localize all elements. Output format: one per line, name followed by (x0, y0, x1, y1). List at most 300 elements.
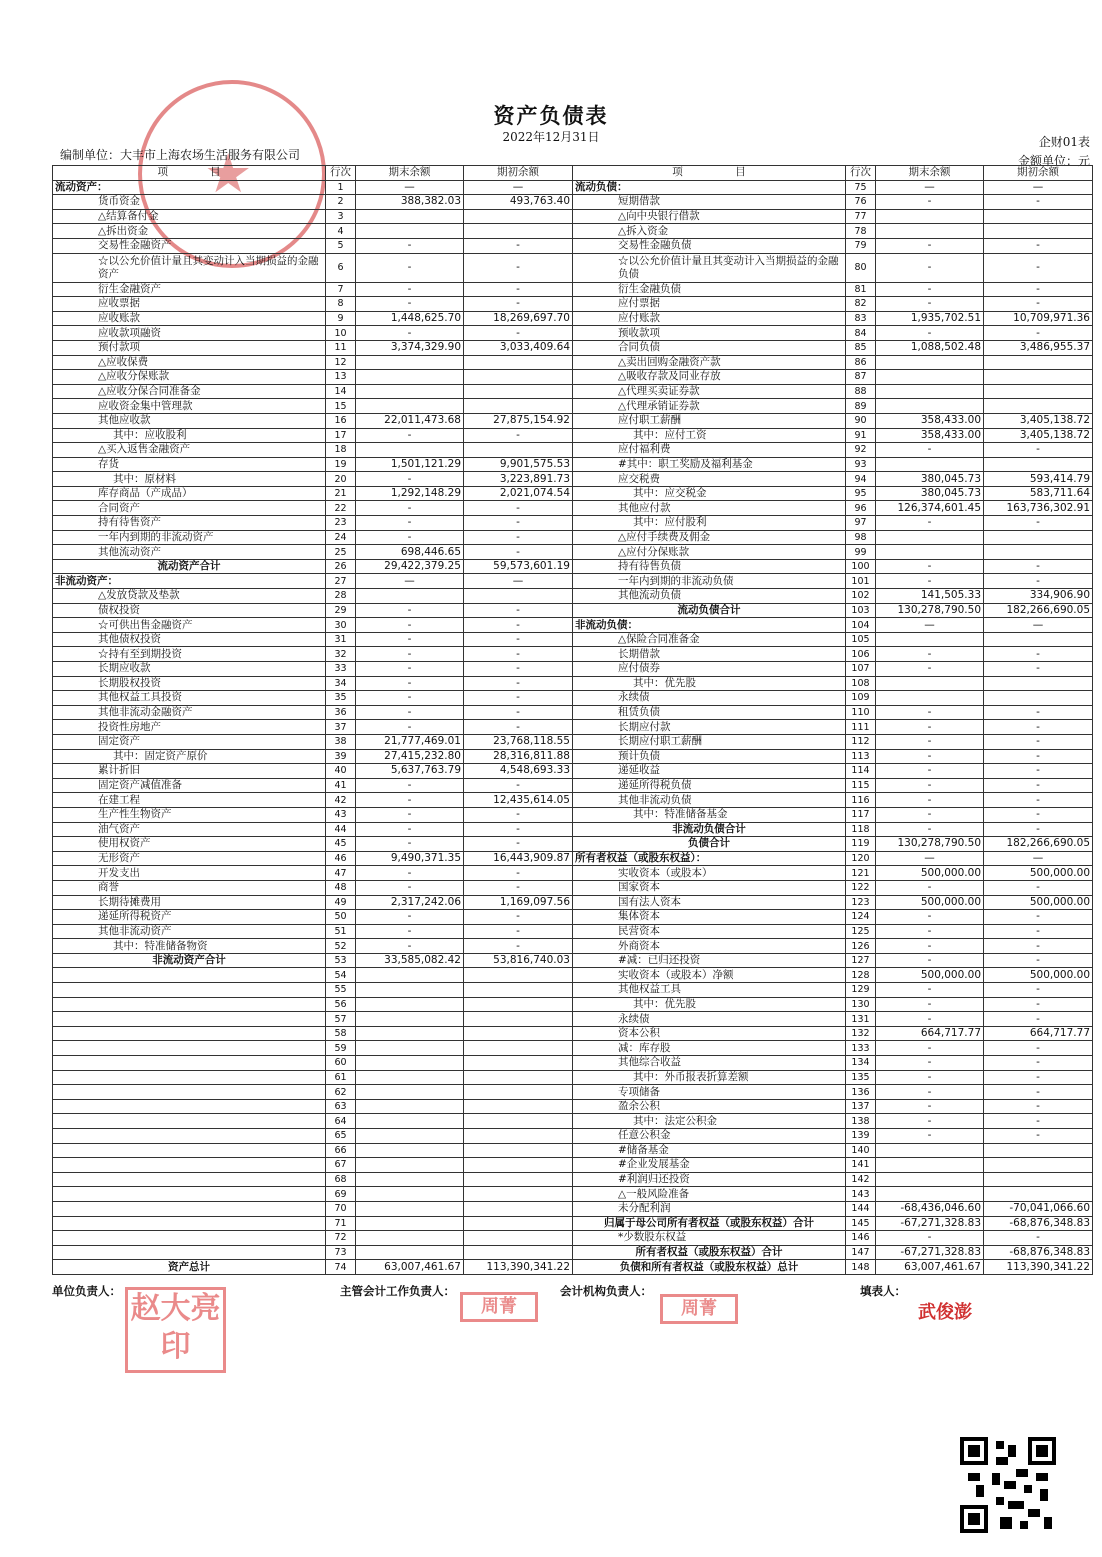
ending-balance: - (356, 866, 464, 881)
item-label: 应付福利费 (573, 443, 846, 458)
ending-balance: - (876, 1070, 984, 1085)
row-number: 69 (326, 1187, 356, 1202)
table-row (53, 486, 1093, 501)
ending-balance: - (356, 939, 464, 954)
column-header: 期末余额 (876, 166, 984, 181)
opening-balance: 664,717.77 (984, 1026, 1093, 1041)
ending-balance: 21,777,469.01 (356, 734, 464, 749)
row-number: 147 (846, 1245, 876, 1260)
opening-balance: 2,021,074.54 (464, 486, 573, 501)
column-header: 行次 (846, 166, 876, 181)
ending-balance: - (876, 282, 984, 297)
ending-balance: 664,717.77 (876, 1026, 984, 1041)
ending-balance (356, 355, 464, 370)
ending-balance (356, 983, 464, 998)
table-row (53, 1129, 1093, 1144)
row-number: 1 (326, 180, 356, 195)
row-number: 8 (326, 297, 356, 312)
opening-balance: - (984, 749, 1093, 764)
ending-balance: 126,374,601.45 (876, 501, 984, 516)
opening-balance: - (464, 910, 573, 925)
ending-balance: - (876, 924, 984, 939)
ending-balance: 2,317,242.06 (356, 895, 464, 910)
ending-balance (356, 1201, 464, 1216)
opening-balance: - (464, 647, 573, 662)
item-label: 商誉 (53, 880, 326, 895)
item-label: 其他流动资产 (53, 545, 326, 560)
ending-balance: — (876, 180, 984, 195)
page-title: 资产负债表 (493, 103, 609, 128)
row-number: 43 (326, 807, 356, 822)
opening-balance: - (464, 238, 573, 253)
ending-balance (876, 1143, 984, 1158)
ending-balance: 358,433.00 (876, 428, 984, 443)
organization-name: 编制单位：大丰市上海农场生活服务有限公司 (60, 148, 301, 162)
ending-balance (876, 370, 984, 385)
row-number: 22 (326, 501, 356, 516)
item-label: 债权投资 (53, 603, 326, 618)
table-row (53, 983, 1093, 998)
item-label: #企业发展基金 (573, 1158, 846, 1173)
row-number: 15 (326, 399, 356, 414)
item-label: 非流动负债： (573, 618, 846, 633)
opening-balance (464, 1201, 573, 1216)
ending-balance: 29,422,379.25 (356, 559, 464, 574)
ending-balance: - (356, 705, 464, 720)
row-number: 102 (846, 589, 876, 604)
opening-balance: 1,169,097.56 (464, 895, 573, 910)
row-number: 97 (846, 516, 876, 531)
row-number: 7 (326, 282, 356, 297)
row-number: 92 (846, 443, 876, 458)
ending-balance: - (356, 822, 464, 837)
ending-balance: - (356, 253, 464, 282)
row-number: 100 (846, 559, 876, 574)
opening-balance: — (464, 180, 573, 195)
column-header: 期初余额 (984, 166, 1093, 181)
opening-balance: - (984, 1129, 1093, 1144)
table-row (53, 1085, 1093, 1100)
ending-balance: - (876, 705, 984, 720)
ending-balance: - (876, 983, 984, 998)
item-label: 衍生金融资产 (53, 282, 326, 297)
opening-balance (464, 443, 573, 458)
ending-balance: - (356, 326, 464, 341)
opening-balance: - (984, 662, 1093, 677)
table-row (53, 282, 1093, 297)
item-label: 递延所得税资产 (53, 910, 326, 925)
opening-balance: - (984, 793, 1093, 808)
opening-balance (464, 983, 573, 998)
item-label: 外商资本 (573, 939, 846, 954)
table-row (53, 238, 1093, 253)
item-label: 其他应收款 (53, 413, 326, 428)
opening-balance: - (464, 253, 573, 282)
opening-balance: - (464, 297, 573, 312)
opening-balance (464, 399, 573, 414)
table-row (53, 516, 1093, 531)
table-row (53, 501, 1093, 516)
item-label: #减：已归还投资 (573, 953, 846, 968)
item-label: △卖出回购金融资产款 (573, 355, 846, 370)
row-number: 143 (846, 1187, 876, 1202)
ending-balance: - (876, 253, 984, 282)
row-number: 12 (326, 355, 356, 370)
table-row (53, 559, 1093, 574)
ending-balance: 380,045.73 (876, 472, 984, 487)
signature-seal-zhou-2: 周菁 (660, 1294, 738, 1324)
row-number: 3 (326, 209, 356, 224)
opening-balance: 23,768,118.55 (464, 734, 573, 749)
opening-balance (464, 384, 573, 399)
opening-balance: 53,816,740.03 (464, 953, 573, 968)
row-number: 13 (326, 370, 356, 385)
ending-balance (876, 384, 984, 399)
row-number: 141 (846, 1158, 876, 1173)
item-label: 交易性金融负债 (573, 238, 846, 253)
opening-balance (984, 676, 1093, 691)
item-label: 预收款项 (573, 326, 846, 341)
opening-balance: 163,736,302.91 (984, 501, 1093, 516)
item-label: 递延所得税负债 (573, 778, 846, 793)
table-row (53, 705, 1093, 720)
ending-balance: 500,000.00 (876, 895, 984, 910)
row-number: 37 (326, 720, 356, 735)
ending-balance: - (876, 764, 984, 779)
ending-balance (356, 209, 464, 224)
row-number: 50 (326, 910, 356, 925)
row-number: 66 (326, 1143, 356, 1158)
item-label: △拆入资金 (573, 224, 846, 239)
opening-balance (984, 384, 1093, 399)
item-label: 非流动资产： (53, 574, 326, 589)
ending-balance: 1,292,148.29 (356, 486, 464, 501)
row-number: 17 (326, 428, 356, 443)
item-label: 一年内到期的非流动负债 (573, 574, 846, 589)
item-label: 应付账款 (573, 311, 846, 326)
row-number: 116 (846, 793, 876, 808)
item-label: 短期借款 (573, 195, 846, 210)
item-label: 负债和所有者权益（或股东权益）总计 (573, 1260, 846, 1275)
opening-balance: 3,033,409.64 (464, 340, 573, 355)
ending-balance: - (356, 778, 464, 793)
table-row (53, 530, 1093, 545)
item-label (53, 1114, 326, 1129)
item-label: 其中：优先股 (573, 676, 846, 691)
ending-balance (356, 997, 464, 1012)
table-row (53, 1216, 1093, 1231)
row-number: 105 (846, 632, 876, 647)
row-number: 81 (846, 282, 876, 297)
item-label: 任意公积金 (573, 1129, 846, 1144)
opening-balance: - (984, 326, 1093, 341)
opening-balance (984, 1158, 1093, 1173)
opening-balance: 3,405,138.72 (984, 413, 1093, 428)
table-row (53, 953, 1093, 968)
item-label: 流动负债合计 (573, 603, 846, 618)
currency-unit: 金额单位：元 (1017, 154, 1090, 168)
opening-balance (464, 1231, 573, 1246)
opening-balance: - (984, 910, 1093, 925)
row-number: 114 (846, 764, 876, 779)
opening-balance: - (984, 983, 1093, 998)
item-label (53, 1172, 326, 1187)
table-row (53, 647, 1093, 662)
ending-balance: - (356, 837, 464, 852)
table-row (53, 1245, 1093, 1260)
ending-balance: - (876, 662, 984, 677)
ending-balance (356, 589, 464, 604)
row-number: 103 (846, 603, 876, 618)
row-number: 48 (326, 880, 356, 895)
ending-balance (356, 384, 464, 399)
opening-balance: - (464, 530, 573, 545)
item-label: ☆持有至到期投资 (53, 647, 326, 662)
opening-balance: 500,000.00 (984, 895, 1093, 910)
item-label: 其他权益工具投资 (53, 691, 326, 706)
opening-balance: 28,316,811.88 (464, 749, 573, 764)
ending-balance: - (876, 807, 984, 822)
row-number: 139 (846, 1129, 876, 1144)
table-row (53, 793, 1093, 808)
opening-balance: 27,875,154.92 (464, 413, 573, 428)
opening-balance (464, 1012, 573, 1027)
ending-balance: - (876, 822, 984, 837)
item-label: 其他应付款 (573, 501, 846, 516)
row-number: 133 (846, 1041, 876, 1056)
opening-balance: — (984, 180, 1093, 195)
opening-balance: 16,443,909.87 (464, 851, 573, 866)
item-label (53, 1099, 326, 1114)
row-number: 4 (326, 224, 356, 239)
row-number: 140 (846, 1143, 876, 1158)
row-number: 56 (326, 997, 356, 1012)
row-number: 49 (326, 895, 356, 910)
opening-balance: - (984, 939, 1093, 954)
ending-balance: -68,436,046.60 (876, 1201, 984, 1216)
item-label: 实收资本（或股本） (573, 866, 846, 881)
opening-balance: 593,414.79 (984, 472, 1093, 487)
row-number: 91 (846, 428, 876, 443)
opening-balance (984, 355, 1093, 370)
table-row (53, 1172, 1093, 1187)
row-number: 94 (846, 472, 876, 487)
opening-balance: - (984, 1041, 1093, 1056)
opening-balance: 3,223,891.73 (464, 472, 573, 487)
row-number: 68 (326, 1172, 356, 1187)
opening-balance: 113,390,341.22 (464, 1260, 573, 1275)
opening-balance: 493,763.40 (464, 195, 573, 210)
ending-balance: -67,271,328.83 (876, 1245, 984, 1260)
ending-balance (356, 1216, 464, 1231)
row-number: 148 (846, 1260, 876, 1275)
opening-balance: - (984, 574, 1093, 589)
opening-balance (984, 1143, 1093, 1158)
table-row (53, 632, 1093, 647)
ending-balance: -67,271,328.83 (876, 1216, 984, 1231)
table-row (53, 224, 1093, 239)
item-label: 所有者权益（或股东权益）合计 (573, 1245, 846, 1260)
table-row (53, 355, 1093, 370)
ending-balance (356, 399, 464, 414)
row-number: 51 (326, 924, 356, 939)
row-number: 64 (326, 1114, 356, 1129)
item-label: 非流动负债合计 (573, 822, 846, 837)
ending-balance: 380,045.73 (876, 486, 984, 501)
table-row (53, 545, 1093, 560)
ending-balance: 141,505.33 (876, 589, 984, 604)
item-label: 应收款项融资 (53, 326, 326, 341)
row-number: 19 (326, 457, 356, 472)
ending-balance: - (876, 1085, 984, 1100)
item-label: 负债合计 (573, 837, 846, 852)
ending-balance (356, 1070, 464, 1085)
ending-balance: - (356, 472, 464, 487)
row-number: 74 (326, 1260, 356, 1275)
ending-balance: - (876, 1012, 984, 1027)
row-number: 11 (326, 340, 356, 355)
opening-balance: - (464, 516, 573, 531)
opening-balance: - (984, 880, 1093, 895)
row-number: 28 (326, 589, 356, 604)
item-label: 其中：应收股利 (53, 428, 326, 443)
row-number: 130 (846, 997, 876, 1012)
item-label: △结算备付金 (53, 209, 326, 224)
item-label: 无形资产 (53, 851, 326, 866)
opening-balance: - (984, 778, 1093, 793)
row-number: 54 (326, 968, 356, 983)
item-label: 其中：优先股 (573, 997, 846, 1012)
ending-balance: — (876, 618, 984, 633)
ending-balance: - (356, 516, 464, 531)
item-label: 油气资产 (53, 822, 326, 837)
row-number: 80 (846, 253, 876, 282)
item-label: 其他流动负债 (573, 589, 846, 604)
item-label: 长期待摊费用 (53, 895, 326, 910)
item-label: #其中：职工奖励及福利基金 (573, 457, 846, 472)
ending-balance (356, 1041, 464, 1056)
table-row (53, 939, 1093, 954)
ending-balance: — (356, 574, 464, 589)
ending-balance: 22,011,473.68 (356, 413, 464, 428)
table-row (53, 443, 1093, 458)
ending-balance: - (356, 924, 464, 939)
table-row (53, 997, 1093, 1012)
item-label: ☆以公允价值计量且其变动计入当期损益的金融负债 (573, 253, 846, 282)
item-label (53, 1201, 326, 1216)
opening-balance: - (464, 618, 573, 633)
ending-balance: 1,088,502.48 (876, 340, 984, 355)
ending-balance (356, 1245, 464, 1260)
item-label: 其中：应交税金 (573, 486, 846, 501)
ending-balance: - (356, 662, 464, 677)
opening-balance: - (984, 1114, 1093, 1129)
opening-balance: - (464, 807, 573, 822)
item-label: 资产总计 (53, 1260, 326, 1275)
ending-balance (876, 457, 984, 472)
row-number: 111 (846, 720, 876, 735)
opening-balance: - (984, 238, 1093, 253)
row-number: 118 (846, 822, 876, 837)
row-number: 45 (326, 837, 356, 852)
opening-balance: 500,000.00 (984, 968, 1093, 983)
opening-balance (984, 1172, 1093, 1187)
row-number: 106 (846, 647, 876, 662)
item-label: 库存商品（产成品） (53, 486, 326, 501)
row-number: 65 (326, 1129, 356, 1144)
opening-balance (464, 997, 573, 1012)
item-label: 集体资本 (573, 910, 846, 925)
item-label: 长期应付款 (573, 720, 846, 735)
ending-balance: - (876, 778, 984, 793)
opening-balance (984, 224, 1093, 239)
opening-balance: - (984, 297, 1093, 312)
item-label: 货币资金 (53, 195, 326, 210)
item-label (53, 1231, 326, 1246)
opening-balance: - (464, 501, 573, 516)
opening-balance: - (984, 705, 1093, 720)
row-number: 59 (326, 1041, 356, 1056)
item-label: 固定资产 (53, 734, 326, 749)
row-number: 46 (326, 851, 356, 866)
item-label: 开发支出 (53, 866, 326, 881)
opening-balance: - (984, 559, 1093, 574)
column-header: 行次 (326, 166, 356, 181)
table-row (53, 1260, 1093, 1275)
row-number: 60 (326, 1056, 356, 1071)
opening-balance (464, 1114, 573, 1129)
opening-balance: - (984, 822, 1093, 837)
opening-balance (984, 1187, 1093, 1202)
item-label: 其中：固定资产原价 (53, 749, 326, 764)
item-label: △应付分保账款 (573, 545, 846, 560)
ending-balance: - (876, 939, 984, 954)
item-label (53, 1056, 326, 1071)
row-number: 112 (846, 734, 876, 749)
ending-balance: - (356, 793, 464, 808)
opening-balance (464, 1056, 573, 1071)
ending-balance (356, 1114, 464, 1129)
ending-balance: - (876, 443, 984, 458)
opening-balance: 18,269,697.70 (464, 311, 573, 326)
row-number: 35 (326, 691, 356, 706)
ending-balance: 388,382.03 (356, 195, 464, 210)
opening-balance: -68,876,348.83 (984, 1216, 1093, 1231)
item-label: △吸收存款及同业存放 (573, 370, 846, 385)
table-row (53, 866, 1093, 881)
ending-balance (876, 545, 984, 560)
row-number: 53 (326, 953, 356, 968)
ending-balance: - (356, 297, 464, 312)
row-number: 126 (846, 939, 876, 954)
row-number: 124 (846, 910, 876, 925)
item-label: #储备基金 (573, 1143, 846, 1158)
ending-balance (876, 209, 984, 224)
row-number: 109 (846, 691, 876, 706)
row-number: 16 (326, 413, 356, 428)
row-number: 83 (846, 311, 876, 326)
row-number: 44 (326, 822, 356, 837)
ending-balance (876, 1158, 984, 1173)
item-label: 非流动资产合计 (53, 953, 326, 968)
ending-balance: 9,490,371.35 (356, 851, 464, 866)
column-header: 项 目 (53, 166, 326, 181)
item-label: #利润归还投资 (573, 1172, 846, 1187)
table-row (53, 311, 1093, 326)
item-label: 持有待售负债 (573, 559, 846, 574)
opening-balance (464, 355, 573, 370)
item-label: 合同资产 (53, 501, 326, 516)
